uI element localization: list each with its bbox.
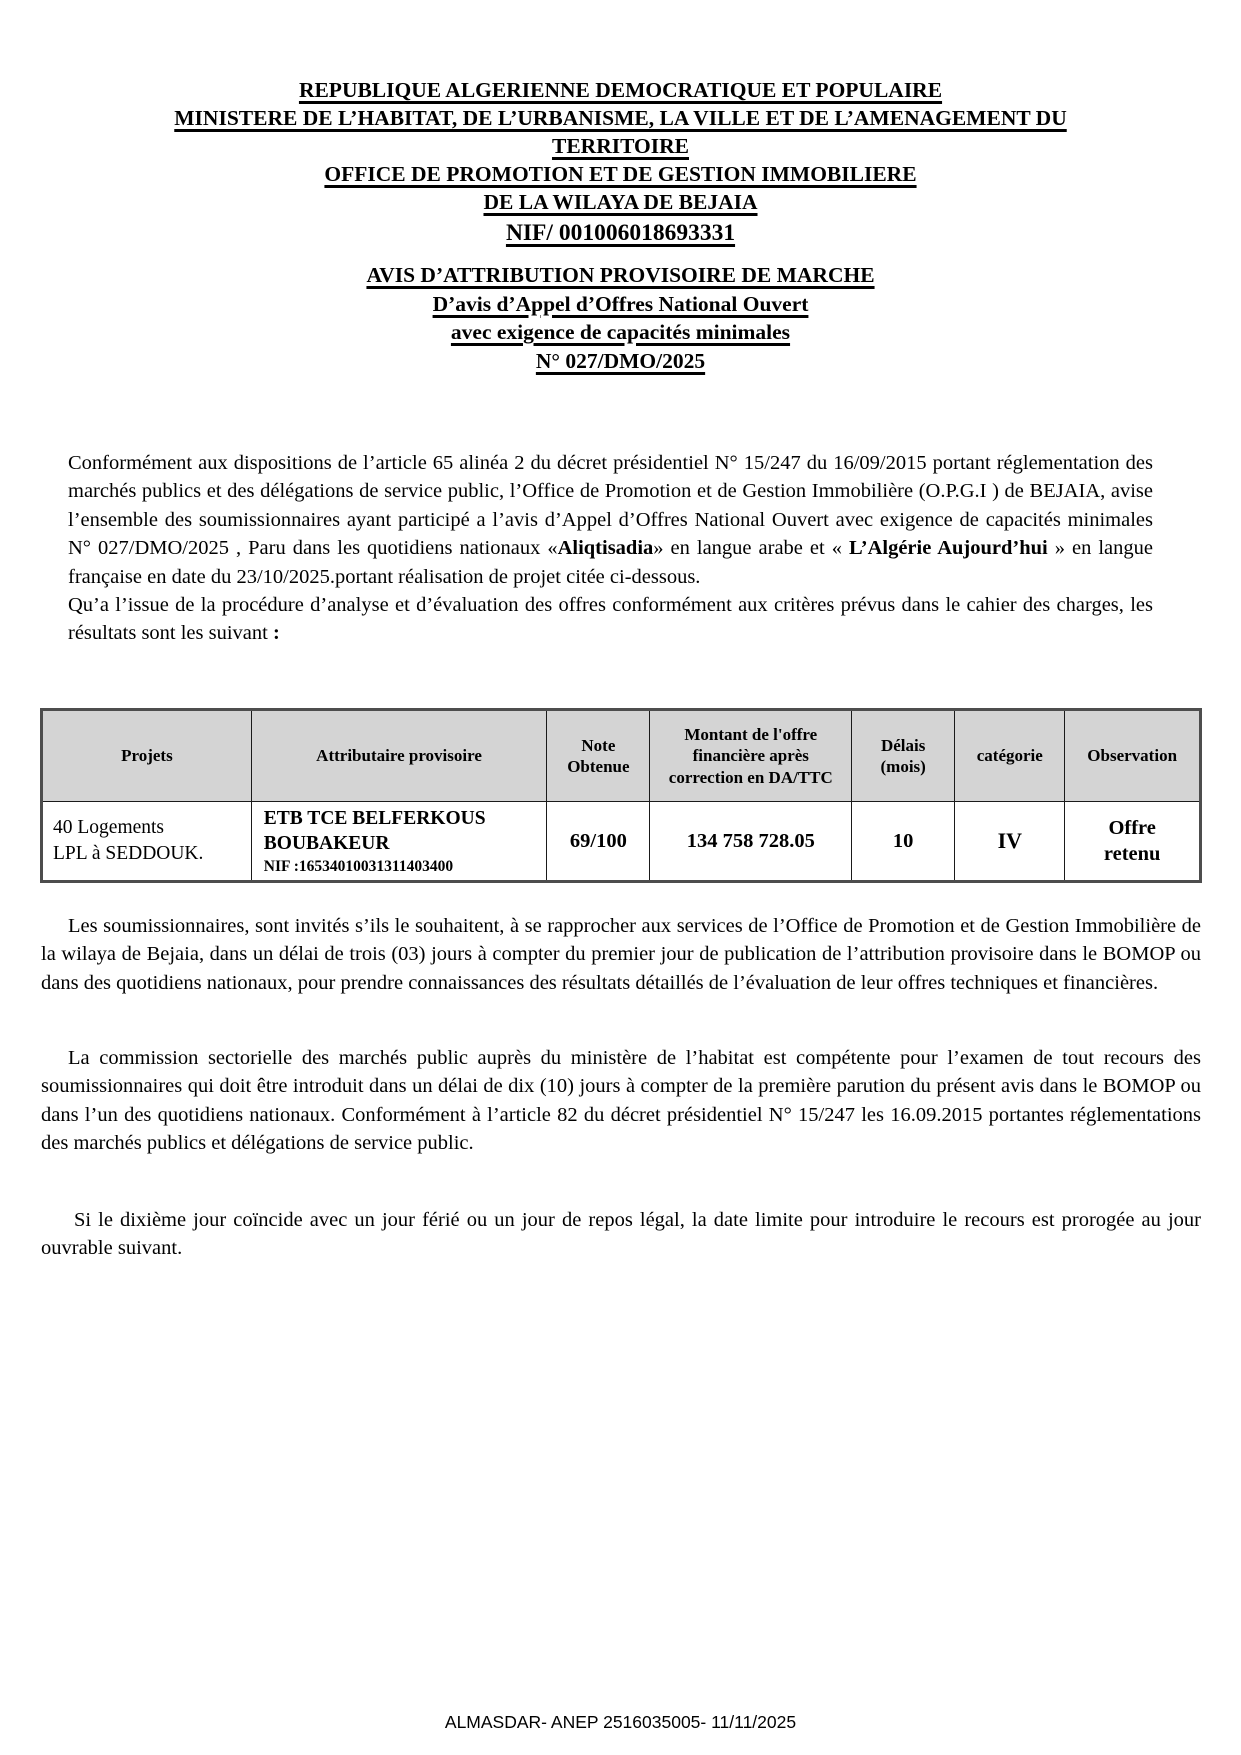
col-header-note: Note Obtenue (547, 710, 650, 802)
projet-line-1: 40 Logements (53, 817, 165, 838)
journal-name-arabic: Aliqtisadia (557, 537, 654, 560)
journal-name-french: L’Algérie Aujourd’hui (848, 537, 1048, 560)
projet-line-2: LPL à SEDDOUK. (53, 843, 204, 864)
office-title: OFFICE DE PROMOTION ET DE GESTION IMMOBILIERE (324, 162, 917, 186)
ministry-title: MINISTERE DE L’HABITAT, DE L’URBANISME, LA VILLE ET DE L’AMENAGEMENT DU TERRITOIRE (174, 106, 1067, 158)
office-nif: NIF/ 001006018693331 (505, 220, 736, 246)
table-header-row (42, 710, 1201, 802)
attributaire-nif: NIF :16534010031311403400 (263, 857, 454, 875)
wilaya-title: DE LA WILAYA DE BEJAIA (483, 190, 758, 214)
col-header-delais: Délais (mois) (852, 710, 955, 802)
col-header-projets: Projets (42, 710, 252, 802)
notice-title: AVIS D’ATTRIBUTION PROVISOIRE DE MARCHE (366, 263, 875, 287)
notice-subtitle-2: avec exigence de capacités minimales (450, 320, 791, 344)
cell-note-obtenue: 69/100 (547, 802, 650, 882)
document-header (0, 76, 1241, 375)
notice-subtitle-1: D’avis d’Appel d’Offres National Ouvert (432, 291, 809, 316)
cell-montant: 134 758 728.05 (650, 802, 852, 882)
notice-heading (0, 261, 1241, 375)
intro-text-start: Conformément aux dispositions de l’article 65 alinéa 2 du décret présidentiel N° 15/247 du 16/09/2015 portant réglementation des marchés publics et des délégations de service public, l’Office de Promotion et de Gestion Immobilière (O.P.G.I ) de BEJAIA, avise l’ensemble des soumissionnaires ayant participé a l’avis d’Appel d’Offres National Ouvert avec exigence de capacités minimales N° 027/DMO/2025 , Paru dans les quotidiens nationaux « (68, 452, 1153, 560)
col-header-observation: Observation (1065, 710, 1201, 802)
cell-attributaire (251, 802, 547, 882)
results-intro-colon: : (272, 622, 280, 645)
col-header-attributaire: Attributaire provisoire (251, 710, 547, 802)
col-header-categorie: catégorie (955, 710, 1065, 802)
republic-title: REPUBLIQUE ALGERIENNE DEMOCRATIQUE ET POPULAIRE (298, 78, 943, 102)
col-header-montant: Montant de l'offre financière après correction en DA/TTC (650, 710, 852, 802)
notice-number: N° 027/DMO/2025 (535, 348, 706, 373)
para-jour-ferie: Si le dixième jour coïncide avec un jour férié ou un jour de repos légal, la date limite pour introduire le recours est prorogée au jour ouvrable suivant. (41, 1209, 1201, 1260)
intro-text-end: » en langue française en date du 23/10/2025.portant réalisation de projet citée ci-dessous. (68, 537, 1153, 588)
para-soumissionnaires: Les soumissionnaires, sont invités s’ils le souhaitent, à se rapprocher aux services de l’Office de Promotion et de Gestion Immobilière de la wilaya de Bejaia, dans un délai de trois (03) jours à compter du premier jour de publication de l’attribution provisoire dans le BOMOP ou dans des quotidiens nationaux, pour prendre connaissances des résultats détaillés de l’évaluation de leur offres techniques et financières. (41, 915, 1201, 994)
intro-text-mid: » en langue arabe et « (653, 537, 849, 560)
intro-block (68, 449, 1153, 648)
results-intro-text: Qu’a l’issue de la procédure d’analyse et d’évaluation des offres conformément aux critères prévus dans le cahier des charges, les résultats sont les suivant (68, 594, 1153, 645)
para-commission: La commission sectorielle des marchés public auprès du ministère de l’habitat est compétente pour l’examen de tout recours des soumissionnaires qui doit être introduit dans un délai de dix (10) jours à compter de la première parution du présent avis dans le BOMOP ou dans l’un des quotidiens nationaux. Conformément à l’article 82 du décret présidentiel N° 15/247 les 16.09.2015 portantes réglementations des marchés publics et délégations de service public. (41, 1047, 1201, 1154)
table-row (42, 802, 1201, 882)
attributaire-name: ETB TCE BELFERKOUS BOUBAKEUR (263, 807, 486, 854)
cell-projet (42, 802, 252, 882)
results-table (40, 708, 1202, 883)
cell-categorie: IV (955, 802, 1065, 882)
anep-footer: ALMASDAR- ANEP 2516035005- 11/11/2025 (444, 1712, 797, 1732)
cell-observation: Offre retenu (1065, 802, 1201, 882)
cell-delai: 10 (852, 802, 955, 882)
results-intro-paragraph (68, 591, 1153, 648)
intro-paragraph (68, 449, 1153, 591)
